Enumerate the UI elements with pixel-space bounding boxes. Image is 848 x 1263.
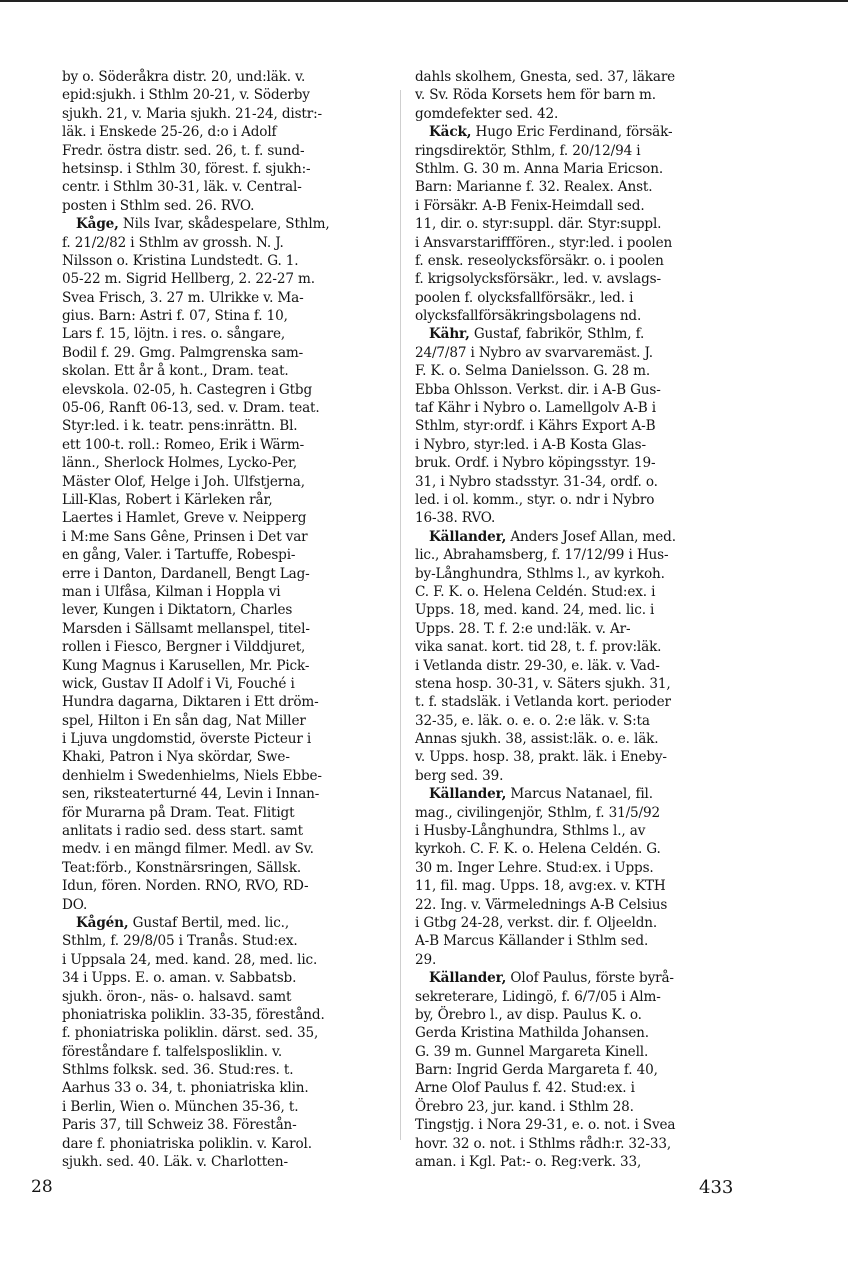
text-line: Lars f. 15, löjtn. i res. o. sångare, — [62, 326, 286, 343]
text-line: sjukh. öron-, näs- o. halsavd. samt — [62, 988, 292, 1005]
text-line: elevskola. 02-05, h. Castegren i Gtbg — [62, 381, 312, 398]
text-line: Sthlm. G. 30 m. Anna Maria Ericson. — [415, 160, 663, 177]
text-line: Svea Frisch, 3. 27 m. Ulrikke v. Ma- — [62, 289, 304, 306]
text-line: ringsdirektör, Sthlm, f. 20/12/94 i — [415, 142, 641, 159]
text-line: wick, Gustav II Adolf i Vi, Fouché i — [62, 675, 295, 692]
text-line: anlitats i radio sed. dess start. samt — [62, 823, 303, 840]
text-line: lever, Kungen i Diktatorn, Charles — [62, 602, 293, 619]
text-line: erre i Danton, Dardanell, Bengt Lag- — [62, 565, 310, 582]
entry-heading-line: Käck, Hugo Eric Ferdinand, försäk- — [429, 124, 673, 141]
text-line: by o. Söderåkra distr. 20, und:läk. v. — [62, 69, 306, 85]
text-line: Arne Olof Paulus f. 42. Stud:ex. i — [415, 1080, 635, 1097]
text-line: olycksfallförsäkringsbolagens nd. — [415, 308, 642, 325]
text-line: A-B Marcus Källander i Sthlm sed. — [415, 933, 649, 950]
text-line: i Vetlanda distr. 29-30, e. läk. v. Vad- — [415, 657, 660, 674]
text-line: f. phoniatriska poliklin. därst. sed. 35, — [62, 1025, 319, 1042]
text-line: sjukh. sed. 40. Läk. v. Charlotten- — [62, 1154, 288, 1171]
text-line: i Försäkr. A-B Fenix-Heimdall sed. — [415, 197, 645, 214]
text-line: hetsinsp. i Sthlm 30, förest. f. sjukh:- — [62, 160, 311, 177]
text-line: 31, i Nybro stadsstyr. 31-34, ordf. o. — [415, 473, 658, 490]
entry-surname: Käck, — [429, 124, 472, 141]
text-line: skolan. Ett år å kont., Dram. teat. — [62, 363, 289, 380]
text-line: Tingstjg. i Nora 29-31, e. o. not. i Svea — [415, 1117, 676, 1134]
text-line: Sthlm, styr:ordf. i Kährs Export A-B — [415, 418, 656, 435]
text-line: en gång, Valer. i Tartuffe, Robespi- — [62, 547, 296, 564]
text-line: by-Långhundra, Sthlms l., av kyrkoh. — [415, 565, 665, 582]
text-line: Barn: Marianne f. 32. Realex. Anst. — [415, 179, 653, 196]
entry-heading-line: Källander, Anders Josef Allan, med. — [429, 528, 676, 545]
text-line: sekreterare, Lidingö, f. 6/7/05 i Alm- — [415, 988, 661, 1005]
entry-heading-line: Kähr, Gustaf, fabrikör, Sthlm, f. — [429, 326, 645, 343]
text-line: Idun, fören. Norden. RNO, RVO, RD- — [62, 878, 309, 895]
text-line: Teat:förb., Konstnärsringen, Sällsk. — [62, 859, 302, 876]
text-line: Gerda Kristina Mathilda Johansen. — [415, 1025, 649, 1042]
text-line: Khaki, Patron i Nya skördar, Swe- — [62, 749, 290, 766]
text-line: 16-38. RVO. — [415, 510, 496, 527]
text-line: Örebro 23, jur. kand. i Sthlm 28. — [415, 1098, 634, 1115]
text-line: vika sanat. kort. tid 28, t. f. prov:läk. — [415, 639, 662, 656]
text-line: hovr. 32 o. not. i Sthlms rådh:r. 32-33, — [415, 1135, 672, 1152]
text-line: Annas sjukh. 38, assist:läk. o. e. läk. — [415, 731, 659, 748]
entry-heading-line: Kåge, Nils Ivar, skådespelare, Sthlm, — [76, 216, 330, 233]
text-line: 34 i Upps. E. o. aman. v. Sabbatsb. — [62, 970, 297, 987]
text-line: för Murarna på Dram. Teat. Flitigt — [62, 804, 295, 821]
text-line: ett 100-t. roll.: Romeo, Erik i Wärm- — [62, 436, 305, 453]
text-line: f. ensk. reseolycksförsäkr. o. i poolen — [415, 252, 664, 269]
text-line: kyrkoh. C. F. K. o. Helena Celdén. G. — [415, 841, 661, 858]
text-line: lic., Abrahamsberg, f. 17/12/99 i Hus- — [415, 547, 669, 564]
text-line: i Ljuva ungdomstid, överste Picteur i — [62, 731, 312, 748]
text-line: v. Upps. hosp. 38, prakt. läk. i Eneby- — [415, 749, 667, 766]
text-line: Sthlm, f. 29/8/05 i Tranås. Stud:ex. — [62, 933, 298, 950]
text-line: mag., civilingenjör, Sthlm, f. 31/5/92 — [415, 804, 660, 821]
text-line: i Ansvarstarifffören., styr:led. i poolen — [415, 234, 673, 251]
text-line: läk. i Enskede 25-26, d:o i Adolf — [62, 124, 277, 141]
text-line: i Berlin, Wien o. München 35-36, t. — [62, 1098, 299, 1115]
text-line: i Nybro, styr:led. i A-B Kosta Glas- — [415, 436, 646, 453]
text-line: 05-06, Ranft 06-13, sed. v. Dram. teat. — [62, 400, 320, 417]
text-line: gius. Barn: Astri f. 07, Stina f. 10, — [62, 308, 288, 325]
text-line: by, Örebro l., av disp. Paulus K. o. — [415, 1006, 642, 1023]
text-line: centr. i Sthlm 30-31, läk. v. Central- — [62, 179, 302, 196]
text-line: Mäster Olof, Helge i Joh. Ulfstjerna, — [62, 473, 305, 490]
text-line: taf Kähr i Nybro o. Lamellgolv A-B i — [415, 400, 656, 417]
text-line: 11, fil. mag. Upps. 18, avg:ex. v. KTH — [415, 878, 666, 895]
text-line: C. F. K. o. Helena Celdén. Stud:ex. i — [415, 583, 656, 600]
page-number-right: 433 — [699, 1177, 734, 1198]
text-line: i Husby-Långhundra, Sthlms l., av — [415, 823, 646, 840]
text-line: föreståndare f. talfelsposliklin. v. — [62, 1043, 283, 1060]
text-line: Aarhus 33 o. 34, t. phoniatriska klin. — [62, 1080, 309, 1097]
text-line: v. Sv. Röda Korsets hem för barn m. — [415, 87, 656, 104]
text-line: i Uppsala 24, med. kand. 28, med. lic. — [62, 951, 318, 968]
column-divider — [400, 90, 401, 1140]
text-line: 32-35, e. läk. o. e. o. 2:e läk. v. S:ta — [415, 712, 650, 729]
text-line: 22. Ing. v. Värmelednings A-B Celsius — [415, 896, 668, 913]
entry-surname: Källander, — [429, 786, 507, 803]
text-line: Sthlms folksk. sed. 36. Stud:res. t. — [62, 1062, 294, 1079]
text-line: dare f. phoniatriska poliklin. v. Karol. — [62, 1135, 312, 1152]
entry-heading-line: Källander, Olof Paulus, förste byrå- — [429, 970, 674, 987]
entry-surname: Källander, — [429, 528, 507, 545]
text-line: 30 m. Inger Lehre. Stud:ex. i Upps. — [415, 859, 654, 876]
text-line: sen, riksteaterturné 44, Levin i Innan- — [62, 786, 320, 803]
text-line: Marsden i Sällsamt mellanspel, titel- — [62, 620, 310, 637]
text-line: Nilsson o. Kristina Lundstedt. G. 1. — [62, 252, 299, 269]
page-number-left: 28 — [31, 1177, 53, 1197]
text-line: Kung Magnus i Karusellen, Mr. Pick- — [62, 657, 310, 674]
text-line: länn., Sherlock Holmes, Lycko-Per, — [62, 455, 298, 472]
text-line: bruk. Ordf. i Nybro köpingsstyr. 19- — [415, 455, 656, 472]
text-line: 24/7/87 i Nybro av svarvaremäst. J. — [415, 344, 653, 361]
entry-heading-line: Kågén, Gustaf Bertil, med. lic., — [76, 914, 289, 931]
text-line: phoniatriska poliklin. 33-35, förestånd. — [62, 1006, 325, 1023]
text-line: Paris 37, till Schweiz 38. Förestån- — [62, 1117, 297, 1134]
text-line: 29. — [415, 951, 437, 968]
text-line: posten i Sthlm sed. 26. RVO. — [62, 197, 255, 214]
right-column — [415, 68, 737, 1171]
text-line: aman. i Kgl. Pat:- o. Reg:verk. 33, — [415, 1154, 642, 1171]
entry-surname: Källander, — [429, 970, 507, 987]
text-line: berg sed. 39. — [415, 767, 504, 784]
text-line: F. K. o. Selma Danielsson. G. 28 m. — [415, 363, 650, 380]
text-line: medv. i en mängd filmer. Medl. av Sv. — [62, 841, 314, 858]
text-line: Upps. 18, med. kand. 24, med. lic. i — [415, 602, 655, 619]
entry-surname: Kågén, — [76, 914, 129, 931]
text-line: i M:me Sans Gêne, Prinsen i Det var — [62, 528, 308, 545]
text-line: DO. — [62, 896, 88, 913]
text-line: man i Ulfåsa, Kilman i Hoppla vi — [62, 583, 281, 600]
page-top-border — [0, 0, 848, 2]
text-line: G. 39 m. Gunnel Margareta Kinell. — [415, 1043, 649, 1060]
text-line: Styr:led. i k. teatr. pens:inrättn. Bl. — [62, 418, 298, 435]
text-line: sjukh. 21, v. Maria sjukh. 21-24, distr:- — [62, 105, 322, 122]
text-line: 05-22 m. Sigrid Hellberg, 2. 22-27 m. — [62, 271, 315, 288]
text-line: spel, Hilton i En sån dag, Nat Miller — [62, 712, 306, 729]
entry-surname: Kähr, — [429, 326, 470, 343]
text-line: stena hosp. 30-31, v. Säters sjukh. 31, — [415, 675, 671, 692]
text-line: i Gtbg 24-28, verkst. dir. f. Oljeeldn. — [415, 914, 658, 931]
text-line: epid:sjukh. i Sthlm 20-21, v. Söderby — [62, 87, 310, 104]
text-line: f. 21/2/82 i Sthlm av grossh. N. J. — [62, 234, 284, 251]
text-line: gomdefekter sed. 42. — [415, 105, 559, 122]
text-line: Laertes i Hamlet, Greve v. Neipperg — [62, 510, 307, 527]
text-line: denhielm i Swedenhielms, Niels Ebbe- — [62, 767, 322, 784]
text-line: dahls skolhem, Gnesta, sed. 37, läkare — [415, 69, 676, 85]
text-line: Fredr. östra distr. sed. 26, t. f. sund- — [62, 142, 305, 159]
text-line: f. krigsolycksförsäkr., led. v. avslags- — [415, 271, 661, 288]
entry-surname: Kåge, — [76, 216, 119, 233]
text-line: led. i ol. komm., styr. o. ndr i Nybro — [415, 491, 655, 508]
text-line: t. f. stadsläk. i Vetlanda kort. perioder — [415, 694, 671, 711]
left-column — [62, 68, 387, 1171]
text-line: Upps. 28. T. f. 2:e und:läk. v. Ar- — [415, 620, 631, 637]
text-line: Barn: Ingrid Gerda Margareta f. 40, — [415, 1062, 658, 1079]
entry-heading-line: Källander, Marcus Natanael, fil. — [429, 786, 653, 803]
text-line: Hundra dagarna, Diktaren i Ett dröm- — [62, 694, 319, 711]
text-line: 11, dir. o. styr:suppl. där. Styr:suppl. — [415, 216, 662, 233]
text-line: poolen f. olycksfallförsäkr., led. i — [415, 289, 634, 306]
text-line: Ebba Ohlsson. Verkst. dir. i A-B Gus- — [415, 381, 661, 398]
text-line: Bodil f. 29. Gmg. Palmgrenska sam- — [62, 344, 304, 361]
text-line: rollen i Fiesco, Bergner i Vilddjuret, — [62, 639, 306, 656]
text-line: Lill-Klas, Robert i Kärleken rår, — [62, 491, 273, 508]
